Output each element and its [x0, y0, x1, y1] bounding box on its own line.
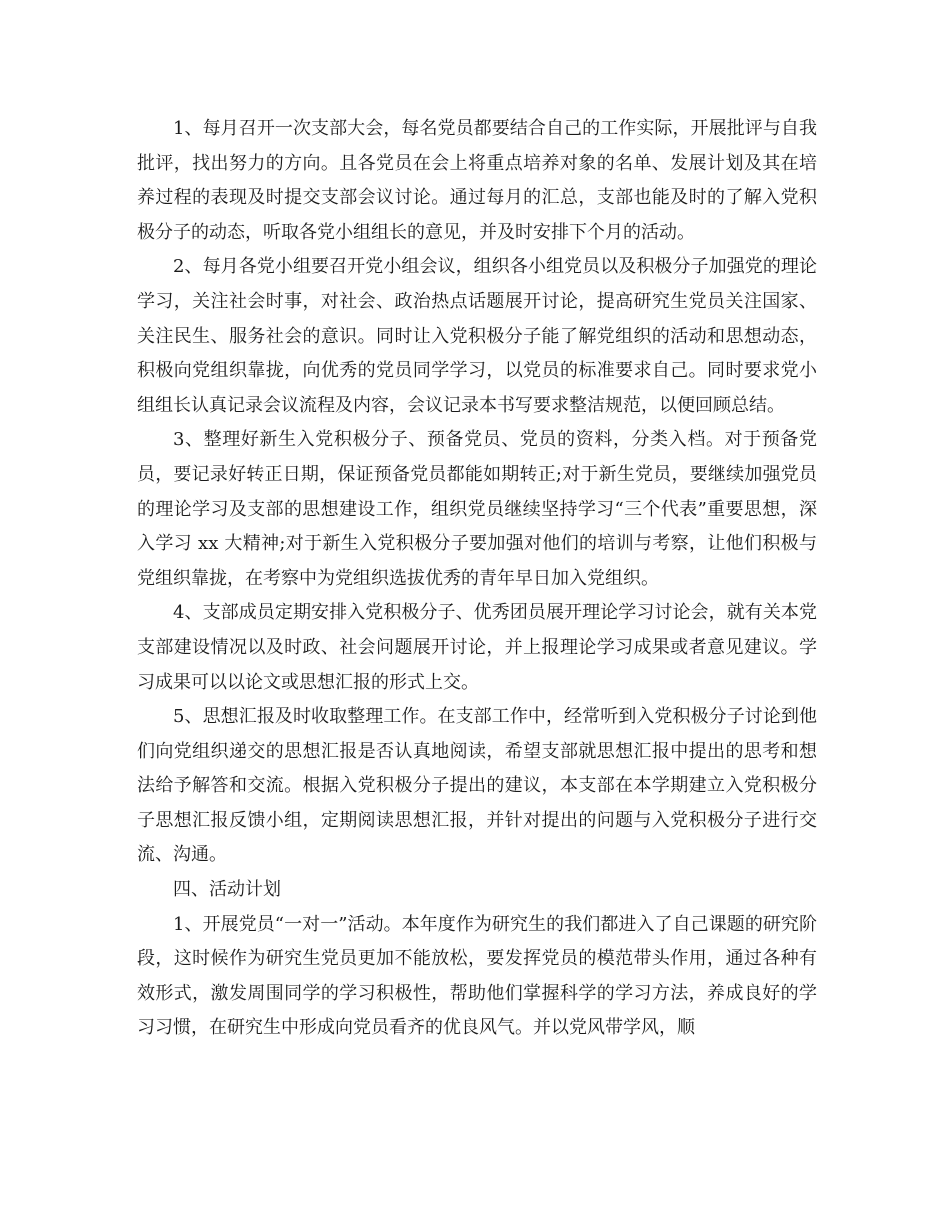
section-heading-activity-plan: 四、活动计划: [173, 879, 281, 901]
document-body: [137, 112, 817, 1046]
paragraph-1: 1、每月召开一次支部大会，每名党员都要结合自己的工作实际，开展批评与自我批评，找出努力的方向。且各党员在会上将重点培养对象的名单、发展计划及其在培养过程的表现及时提交支部会议讨论。通过每月的汇总，支部也能及时的了解入党积极分子的动态，听取各党小组组长的意见，并及时安排下个月的活动。: [137, 118, 817, 243]
paragraph-5: 5、思想汇报及时收取整理工作。在支部工作中，经常听到入党积极分子讨论到他们向党组织递交的思想汇报是否认真地阅读，希望支部就思想汇报中提出的思考和想法给予解答和交流。根据入党积极分子提出的建议，本支部在本学期建立入党积极分子思想汇报反馈小组，定期阅读思想汇报，并针对提出的问题与入党积极分子进行交流、沟通。: [137, 706, 817, 866]
paragraph-6: 1、开展党员“一对一”活动。本年度作为研究生的我们都进入了自己课题的研究阶段，这时候作为研究生党员更加不能放松，要发挥党员的模范带头作用，通过各种有效形式，激发周围同学的学习积极性，帮助他们掌握科学的学习方法，养成良好的学习习惯，在研究生中形成向党员看齐的优良风气。并以党风带学风，顺: [137, 913, 817, 1039]
paragraph-3: 3、整理好新生入党积极分子、预备党员、党员的资料，分类入档。对于预备党员，要记录好转正日期，保证预备党员都能如期转正;对于新生党员，要继续加强党员的理论学习及支部的思想建设工作，组织党员继续坚持学习“三个代表”重要思想，深入学习 xx 大精神;对于新生入党积极分子要加强对他们的培训与考察，让他们积极与党组织靠拢，在考察中为党组织选拔优秀的青年早日加入党组织。: [137, 429, 817, 589]
paragraph-4: 4、支部成员定期安排入党积极分子、优秀团员展开理论学习讨论会，就有关本党支部建设情况以及时政、社会问题展开讨论，并上报理论学习成果或者意见建议。学习成果可以以论文或思想汇报的形式上交。: [137, 602, 817, 693]
paragraph-2: 2、每月各党小组要召开党小组会议，组织各小组党员以及积极分子加强党的理论学习，关注社会时事，对社会、政治热点话题展开讨论，提高研究生党员关注国家、关注民生、服务社会的意识。同时让入党积极分子能了解党组织的活动和思想动态，积极向党组织靠拢，向优秀的党员同学学习，以党员的标准要求自己。同时要求党小组组长认真记录会议流程及内容，会议记录本书写要求整洁规范，以便回顾总结。: [137, 256, 817, 416]
